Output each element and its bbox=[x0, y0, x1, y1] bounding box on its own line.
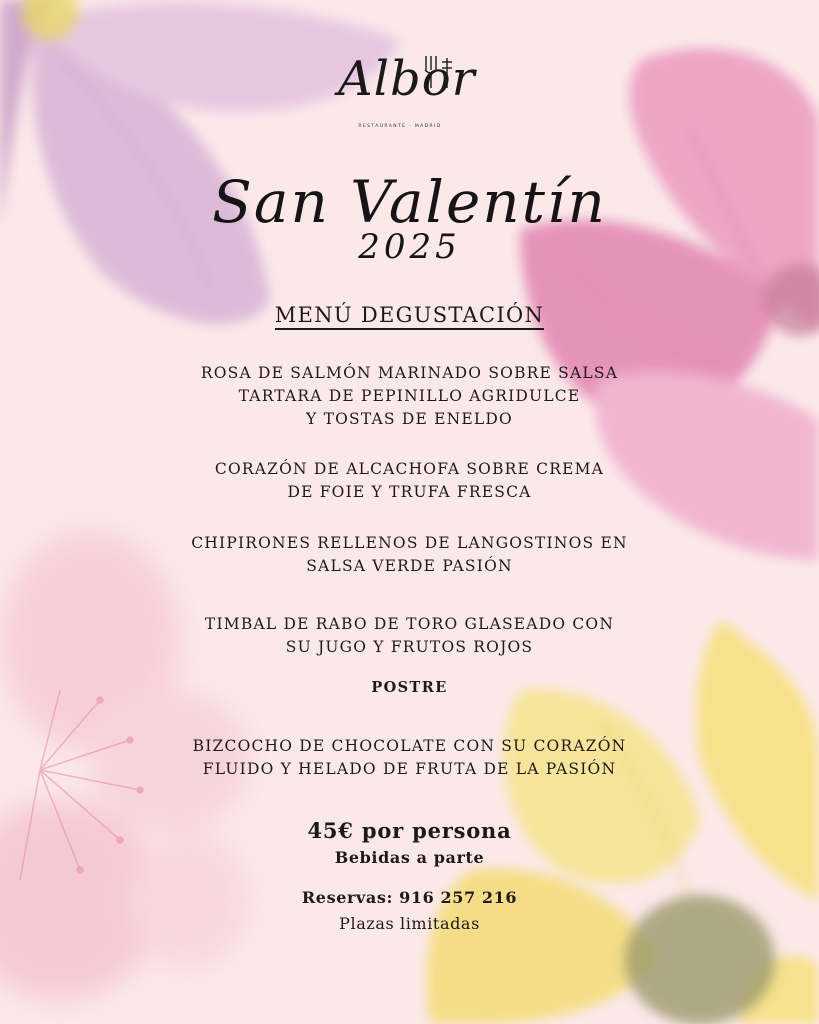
drinks-note: Bebidas a parte bbox=[334, 848, 485, 867]
price: 45€ por persona bbox=[307, 818, 512, 843]
dish-4 bbox=[100, 613, 719, 659]
reservations-phone: Reservas: 916 257 216 bbox=[301, 888, 518, 907]
fork-icon bbox=[422, 54, 454, 90]
dish-line: TIMBAL DE RABO DE TORO GLASEADO CON bbox=[204, 615, 615, 633]
dish-1 bbox=[100, 362, 719, 431]
limited-seats-note: Plazas limitadas bbox=[339, 914, 480, 933]
dessert-dish bbox=[100, 735, 719, 781]
dish-line: TARTARA DE PEPINILLO AGRIDULCE bbox=[238, 387, 581, 405]
dish-line: FLUIDO Y HELADO DE FRUTA DE LA PASIÓN bbox=[202, 760, 617, 778]
dessert-heading: POSTRE bbox=[371, 679, 448, 696]
dish-line: BIZCOCHO DE CHOCOLATE CON SU CORAZÓN bbox=[192, 737, 627, 755]
dish-3 bbox=[100, 532, 719, 578]
event-title: San Valentín bbox=[212, 168, 607, 236]
dish-line: ROSA DE SALMÓN MARINADO SOBRE SALSA bbox=[200, 364, 619, 382]
menu-heading bbox=[0, 300, 819, 330]
dish-2 bbox=[100, 458, 719, 504]
dish-line: CHIPIRONES RELLENOS DE LANGOSTINOS EN bbox=[191, 534, 628, 552]
dish-line: DE FOIE Y TRUFA FRESCA bbox=[287, 483, 532, 501]
dish-line: SALSA VERDE PASIÓN bbox=[306, 557, 513, 575]
event-year: 2025 bbox=[358, 227, 461, 267]
dish-line: CORAZÓN DE ALCACHOFA SOBRE CREMA bbox=[214, 460, 605, 478]
menu-heading-text: MENÚ DEGUSTACIÓN bbox=[275, 303, 544, 330]
restaurant-logo bbox=[330, 40, 476, 140]
logo-wordmark: Albor bbox=[338, 51, 476, 107]
dish-line: Y TOSTAS DE ENELDO bbox=[306, 410, 513, 428]
dish-line: SU JUGO Y FRUTOS ROJOS bbox=[285, 638, 534, 656]
logo-tagline: RESTAURANTE · MADRID bbox=[358, 124, 442, 129]
